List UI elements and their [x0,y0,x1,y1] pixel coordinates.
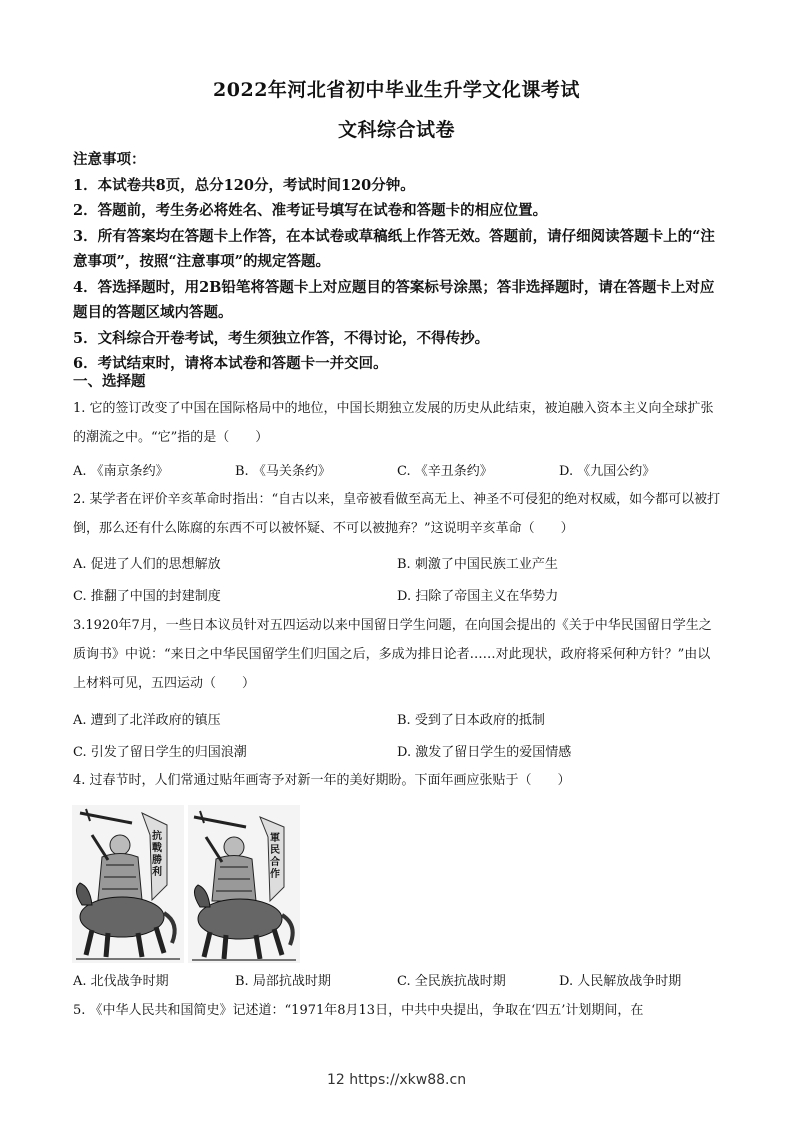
option-b: B. 刺激了中国民族工业产生 [397,557,558,572]
exam-subtitle: 文科综合试卷 [337,119,455,141]
option-a: A. 促进了人们的思想解放 [73,557,221,572]
general-on-horse-illustration [188,805,300,963]
option-d: D. 激发了留日学生的爱国情感 [397,745,572,760]
option-a: A. 遭到了北洋政府的镇压 [73,713,221,728]
option-d: D. 扫除了帝国主义在华势力 [397,589,559,604]
notes-heading: 注意事项： [73,151,146,168]
option-a: A. 北伐战争时期 [73,974,169,989]
new-year-painting-left [72,805,184,963]
notes-item: 6．考试结束时，请将本试卷和答题卡一并交回。 [73,355,388,372]
question-3-stem: 3.1920年7月，一些日本议员针对五四运动以来中国留日学生问题，在向国会提出的《关于中华民国留日学生之质询书》中说：“来日之中华民国留学生们归国之后，多成为排日论者……对此现状，政府将采何种方针？”由以上材料可见，五四运动（ ） [73,618,712,691]
question-5-stem: 5. 《中华人民共和国简史》记述道：“1971年8月13日，中共中央提出，争取在‘四五’计划期间，在 [73,1003,644,1018]
notes-item: 1．本试卷共8页，总分120分，考试时间120分钟。 [73,176,415,194]
option-b: B. 受到了日本政府的抵制 [397,713,545,728]
section-heading: 一、选择题 [73,373,146,390]
option-c: C. 全民族抗战时期 [397,974,506,989]
option-c: C. 推翻了中国的封建制度 [73,589,221,604]
painting-caption-right: 軍民合作 [270,833,280,880]
option-a: A. 《南京条约》 [73,464,169,479]
question-4-options [73,970,723,989]
option-d: D. 《九国公约》 [559,464,656,479]
option-c: C. 引发了留日学生的归国浪潮 [73,745,247,760]
new-year-painting-right [188,805,300,963]
question-2-stem: 2. 某学者在评价辛亥革命时指出：“自古以来，皇帝被看做至高无上、神圣不可侵犯的绝对权威，如今都可以被打倒，那么还有什么陈腐的东西不可以被怀疑、不可以被抛弃？”这说明辛亥革命（ ） [73,492,721,536]
option-c: C. 《辛丑条约》 [397,464,493,479]
option-b: B. 局部抗战时期 [235,974,331,989]
question-4-stem: 4. 过春节时，人们常通过贴年画寄予对新一年的美好期盼。下面年画应张贴于（ ） [73,773,571,788]
notes-item: 3．所有答案均在答题卡上作答，在本试卷或草稿纸上作答无效。答题前，请仔细阅读答题卡上的“注意事项”，按照“注意事项”的规定答题。 [73,227,715,270]
general-on-horse-illustration [72,805,184,963]
notes-item: 5．文科综合开卷考试，考生须独立作答，不得讨论，不得传抄。 [73,329,490,347]
painting-caption-left: 抗戰勝利 [152,831,162,878]
question-1-stem: 1. 它的签订改变了中国在国际格局中的地位，中国长期独立发展的历史从此结束，被迫融入资本主义向全球扩张的潮流之中。“它”指的是（ ） [73,401,714,445]
notes-item: 2．答题前，考生务必将姓名、准考证号填写在试卷和答题卡的相应位置。 [73,202,548,219]
option-d: D. 人民解放战争时期 [559,974,682,989]
exam-title: 2022年河北省初中毕业生升学文化课考试 [213,79,580,101]
page-footer: 12 https://xkw88.cn [326,1072,467,1088]
option-b: B. 《马关条约》 [235,464,331,479]
question-1-options [73,460,723,479]
notes-block [73,147,723,377]
notes-item: 4．答选择题时，用2B铅笔将答题卡上对应题目的答案标号涂黑；答非选择题时，请在答题卡上对应题目的答题区域内答题。 [73,278,715,321]
